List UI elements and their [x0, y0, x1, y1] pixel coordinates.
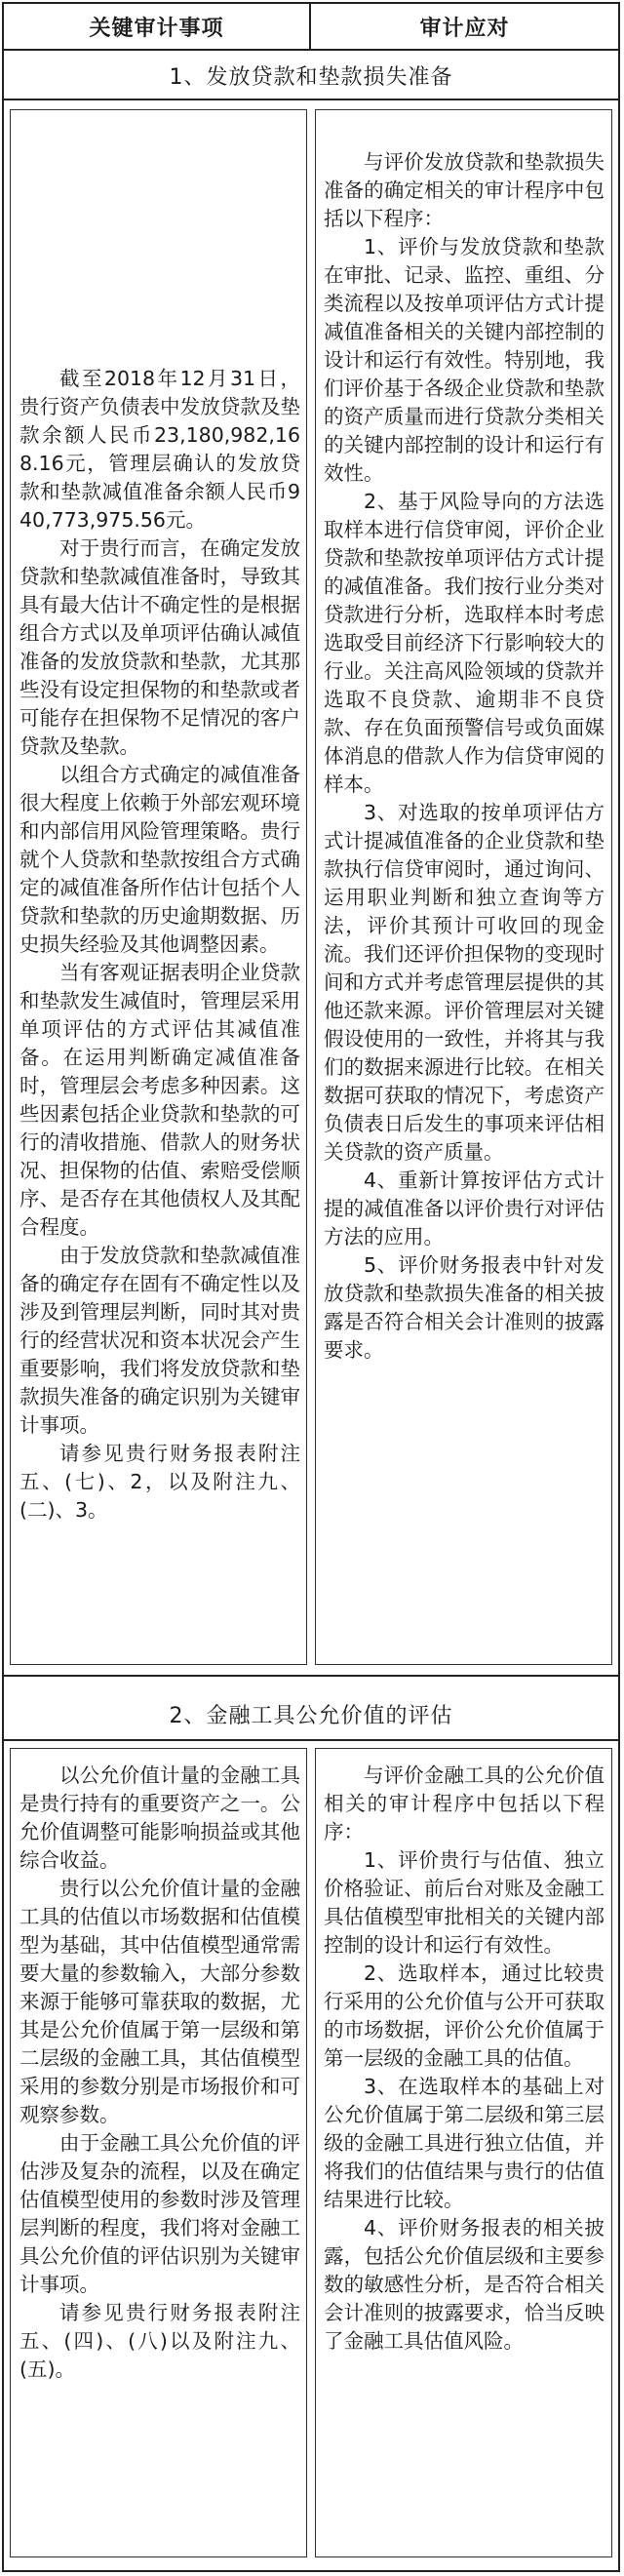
- section-1-key-matter-text: [20, 365, 300, 1525]
- section-2-left-paragraph: 以公允价值计量的金融工具是贵行持有的重要资产之一。公允价值调整可能影响损益或其他综合收益。: [20, 1764, 300, 1872]
- section-2-title-divider: [4, 1739, 618, 1741]
- section-2-right-paragraph: 2、选取样本，通过比较贵行采用的公允价值与公开可获取的市场数据，评价公允价值属于第一层级的金融工具的估值。: [324, 1962, 604, 2070]
- section-2-left-paragraph: 贵行以公允价值计量的金融工具的估值以市场数据和估值模型为基础，其中估值模型通常需要大量的参数输入，大部分参数来源于能够可靠获取的数据，尤其是公允价值属于第一层级和第二层级的金融工具，其估值模型采用的参数分别是市场报价和可观察参数。: [20, 1877, 300, 2126]
- section-2-audit-response-text: [324, 1762, 604, 2356]
- section-1-title-divider: [4, 99, 618, 100]
- section-1-right-paragraph: 1、评价与发放贷款和垫款在审批、记录、监控、重组、分类流程以及按单项评估方式计提减值准备相关的关键内部控制的设计和运行有效性。特别地，我们评价基于各级企业贷款和垫款的资产质量而进行贷款分类相关的关键内部控制的设计和运行有效性。: [324, 235, 604, 485]
- header-divider: [4, 49, 618, 51]
- section-1-right-paragraph: 3、对选取的按单项评估方式计提减值准备的企业贷款和垫款执行信贷审阅时，通过询问、运用职业判断和独立查询等方法，评价其预计可收回的现金流。我们还评价担保物的变现时间和方式并考虑管理层提供的其他还款来源。评价管理层对关键假设使用的一致性，并将其与我们的数据来源进行比较。在相关数据可获取的情况下，考虑资产负债表日后发生的事项来评估相关贷款的资产质量。: [324, 801, 604, 1164]
- header-audit-response: 审计应对: [419, 16, 510, 41]
- section-divider: [4, 1675, 618, 1677]
- section-2-left-paragraph: 由于金融工具公允价值的评估涉及复杂的流程，以及在确定估值模型使用的参数时涉及管理层判断的程度，我们将对金融工具公允价值的评估识别为关键审计事项。: [20, 2131, 300, 2296]
- section-1-right-paragraph: 与评价发放贷款和垫款损失准备的确定相关的审计程序中包括以下程序：: [324, 150, 604, 230]
- section-2-left-paragraph: 请参见贵行财务报表附注五、(四)、(八)以及附注九、(五)。: [20, 2301, 300, 2381]
- section-1-left-paragraph: 请参见贵行财务报表附注五、(七)、2，以及附注九、(二)、3。: [20, 1442, 300, 1522]
- section-1-left-paragraph: 对于贵行而言，在确定发放贷款和垫款减值准备时，导致其具有最大估计不确定性的是根据组合方式以及单项评估确认减值准备的发放贷款和垫款，尤其那些没有设定担保物的和垫款或者可能存在担保物不足情况的客户贷款及垫款。: [20, 536, 300, 758]
- section-1-audit-response-text: [324, 148, 604, 1365]
- section-1-right-paragraph: 4、重新计算按评估方式计提的减值准备以评价贵行对评估方法的应用。: [324, 1169, 604, 1248]
- section-1-right-paragraph: 5、评价财务报表中针对发放贷款和垫款损失准备的相关披露是否符合相关会计准则的披露要求。: [324, 1253, 604, 1362]
- section-2-key-matter-text: [20, 1762, 300, 2384]
- section-2-right-paragraph: 4、评价财务报表的相关披露，包括公允价值层级和主要参数的敏感性分析，是否符合相关会计准则的披露要求，恰当反映了金融工具估值风险。: [324, 2216, 604, 2353]
- section-1-title: 1、发放贷款和垫款损失准备: [169, 65, 453, 90]
- section-2-title: 2、金融工具公允价值的评估: [169, 1704, 453, 1728]
- section-1-right-paragraph: 2、基于风险导向的方法选取样本进行信贷审阅，评价企业贷款和垫款按单项评估方式计提的减值准备。我们按行业分类对贷款进行分析，选取样本时考虑选取受目前经济下行影响较大的行业。关注高风险领域的贷款并选取不良贷款、逾期非不良贷款、存在负面预警信号或负面媒体消息的借款人作为信贷审阅的样本。: [324, 490, 604, 796]
- section-2-right-paragraph: 1、评价贵行与估值、独立价格验证、前后台对账及金融工具估值模型审批相关的关键内部控制的设计和运行有效性。: [324, 1848, 604, 1957]
- section-1-left-paragraph: 由于发放贷款和垫款减值准备的确定存在固有不确定性以及涉及到管理层判断，同时其对贵行的经营状况和资本状况会产生重要影响，我们将发放贷款和垫款损失准备的确定识别为关键审计事项。: [20, 1244, 300, 1437]
- audit-matters-table: [2, 2, 620, 2572]
- header-key-audit-matters: 关键审计事项: [4, 4, 311, 49]
- section-1-left-paragraph: 截至2018年12月31日，贵行资产负债表中发放贷款及垫款余额人民币23,180,982,168.16元，管理层确认的发放贷款和垫款减值准备余额人民币940,773,975.56元。: [20, 367, 300, 532]
- section-1-left-paragraph: 以组合方式确定的减值准备很大程度上依赖于外部宏观环境和内部信用风险管理策略。贵行就个人贷款和垫款按组合方式确定的减值准备所作估计包括个人贷款和垫款的历史逾期数据、历史损失经验及其他调整因素。: [20, 763, 300, 956]
- section-1-left-paragraph: 当有客观证据表明企业贷款和垫款发生减值时，管理层采用单项评估的方式评估其减值准备。在运用判断确定减值准备时，管理层会考虑多种因素。这些因素包括企业贷款和垫款的可行的清收措施、借款人的财务状况、担保物的估值、索赔受偿顺序、是否存在其他债权人及其配合程度。: [20, 961, 300, 1239]
- section-2-right-paragraph: 3、在选取样本的基础上对公允价值属于第二层级和第三层级的金融工具进行独立估值，并将我们的估值结果与贵行的估值结果进行比较。: [324, 2075, 604, 2211]
- section-2-right-paragraph: 与评价金融工具的公允价值相关的审计程序中包括以下程序：: [324, 1764, 604, 1843]
